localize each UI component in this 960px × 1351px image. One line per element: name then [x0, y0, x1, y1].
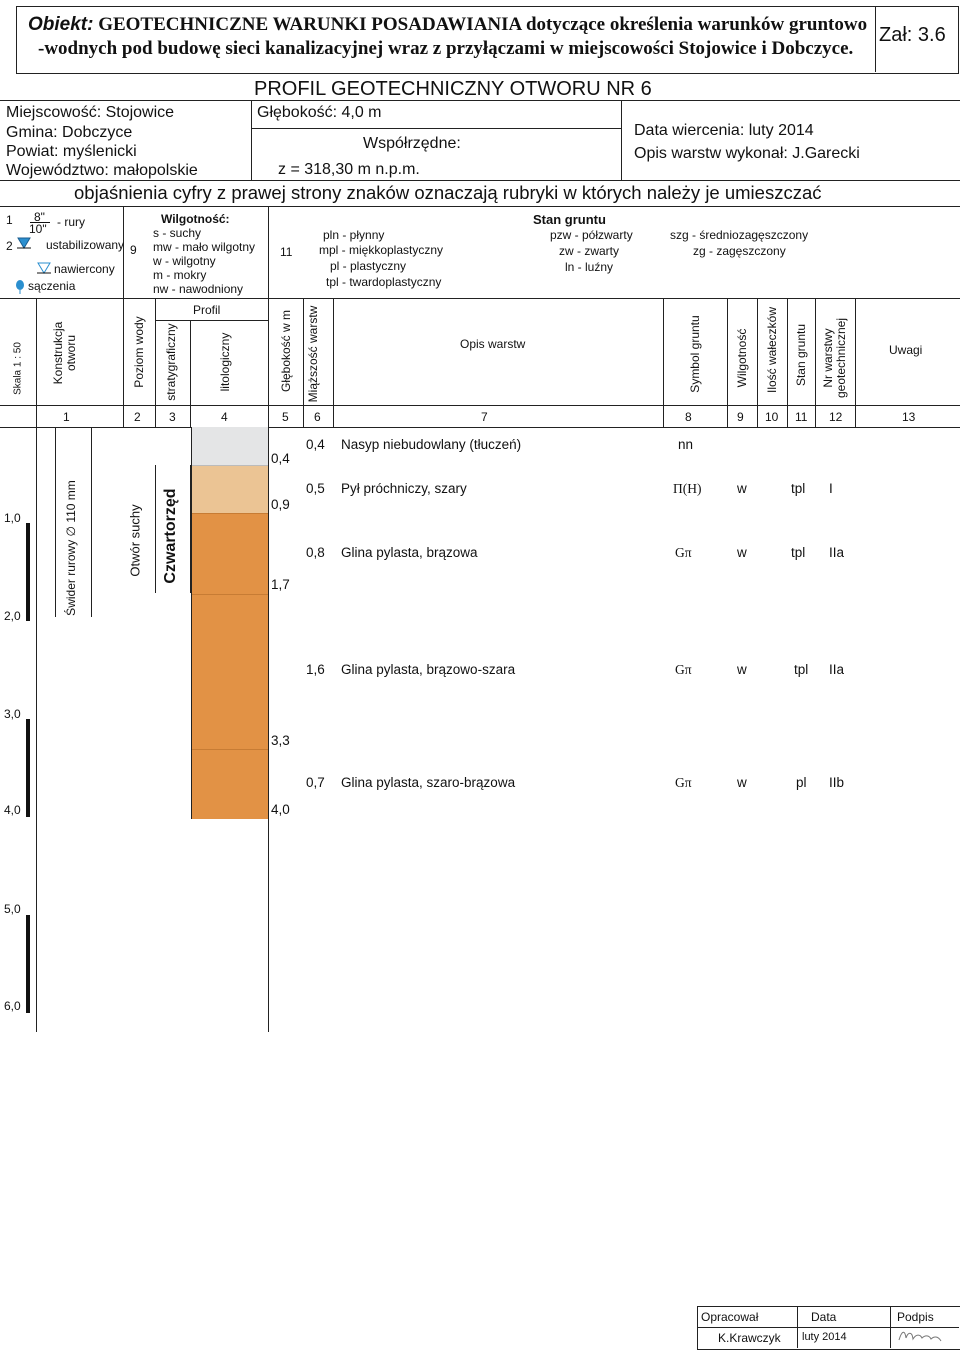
- legend-n1: 1: [6, 213, 13, 227]
- legend-wilg-3: m - mokry: [153, 268, 207, 282]
- object-text-1: GEOTECHNICZNE WARUNKI POSADAWIANIA dotyczące określenia warunków gruntowo: [93, 14, 868, 35]
- scale-tick-2: 2,0: [4, 609, 21, 623]
- layer-description: Glina pylasta, szaro-brązowa: [341, 775, 516, 790]
- location-wojewodztwo: Województwo: małopolskie: [6, 162, 198, 179]
- hcol-sep: [757, 298, 758, 427]
- hcol-sep: [155, 298, 156, 427]
- col-sep: [155, 465, 156, 593]
- layer-symbol: Gπ: [675, 545, 692, 560]
- layer-description: Nasyp niebudowlany (tłuczeń): [341, 437, 522, 452]
- legend-rury: - rury: [57, 215, 85, 229]
- drill-date: Data wiercenia: luty 2014: [634, 122, 814, 139]
- litho-fill-glina: [191, 513, 268, 819]
- col-num-11: 11: [795, 410, 808, 424]
- litho-boundary: [191, 594, 268, 595]
- layer-state: tpl: [791, 481, 806, 496]
- legend-stan-2: ln - luźny: [565, 260, 614, 274]
- litho-boundary: [191, 465, 268, 466]
- col-sep: [55, 427, 56, 617]
- layer-thickness: 0,8: [306, 545, 325, 560]
- col-miazszosc: Miąższość warstw: [306, 305, 320, 403]
- hcol-sep: [855, 298, 856, 427]
- legend-wilg-2: w - wilgotny: [153, 254, 216, 268]
- water-label: Otwór suchy: [127, 504, 143, 577]
- layer-nr: I: [829, 481, 833, 496]
- col-num-2: 2: [134, 410, 141, 424]
- legend-top-line: [0, 206, 960, 207]
- signature-image: [896, 1328, 944, 1346]
- col-stratygraficzny: stratygraficzny: [164, 323, 178, 401]
- col-profil: Profil: [193, 303, 221, 317]
- hcol-sep: [787, 298, 788, 427]
- footer-date: luty 2014: [802, 1331, 847, 1343]
- casing-label: Świder rurowy ∅ 110 mm: [64, 480, 78, 616]
- hcol-sep: [333, 298, 334, 427]
- litho-boundary: [191, 749, 268, 750]
- col-stan: Stan gruntu: [794, 323, 808, 387]
- legend-nawiercony: nawiercony: [54, 262, 115, 276]
- footer-div-2: [890, 1306, 891, 1348]
- layer-description: Pył próchniczy, szary: [341, 481, 467, 496]
- legend-cons-2: pl - plastyczny: [330, 259, 407, 273]
- col-num-7: 7: [481, 410, 488, 424]
- litho-boundary: [191, 513, 268, 514]
- legend-pipe-8: 8": [34, 210, 45, 224]
- col-konstrukcja: Konstrukcja otworu: [51, 321, 78, 385]
- scale-bar-3: [26, 915, 30, 1013]
- profile-box-mid: [251, 128, 621, 129]
- scale-tick-6: 6,0: [4, 999, 21, 1013]
- object-prefix: Obiekt:: [28, 14, 94, 35]
- layer-symbol: Gπ: [675, 775, 692, 790]
- hcol-sep: [190, 320, 191, 427]
- location-miejscowosc: Miejscowość: Stojowice: [6, 104, 175, 121]
- legend-n11: 11: [280, 245, 293, 259]
- col-opis: Opis warstw: [460, 337, 526, 351]
- layer-state: tpl: [791, 545, 806, 560]
- stabilized-water-icon: [17, 237, 31, 249]
- hcol-sep: [815, 298, 816, 427]
- legend-div-1: [123, 206, 124, 298]
- layer-symbol: nn: [678, 437, 694, 452]
- layer-thickness: 0,4: [306, 437, 325, 452]
- footer-author: K.Krawczyk: [718, 1331, 781, 1345]
- layer-moisture: w: [737, 545, 747, 560]
- profile-title: PROFIL GEOTECHNICZNY OTWORU NR 6: [254, 78, 652, 100]
- depth-mark-4: 3,3: [271, 733, 290, 748]
- col-sep: [191, 427, 192, 819]
- layer-description: Glina pylasta, brązowo-szara: [341, 662, 516, 677]
- legend-cons-0: pln - płynny: [323, 228, 385, 242]
- col-num-12: 12: [829, 410, 843, 424]
- hcol-sep: [663, 298, 664, 427]
- col-scale: Skala 1 : 50: [12, 342, 24, 395]
- col-nr-warstwy: [822, 308, 848, 408]
- legend-wilgotnosc-title: Wilgotność:: [161, 212, 230, 226]
- footer-data: Data: [811, 1310, 837, 1324]
- col-nr-warstwy-1: Nr warstwy: [821, 328, 835, 388]
- layer-thickness: 0,7: [306, 775, 325, 790]
- col-num-9: 9: [737, 410, 744, 424]
- object-line-2: -wodnych pod budowę sieci kanalizacyjnej wraz z przyłączami w miejscowości Stojowice i Dobczyce.: [38, 38, 854, 59]
- col-litologiczny: litologiczny: [218, 332, 232, 392]
- layer-nr: IIb: [829, 775, 845, 790]
- legend-dens-1: zg - zagęszczony: [693, 244, 786, 258]
- object-line-1: [28, 14, 867, 36]
- col-num-5: 5: [282, 410, 289, 424]
- column-numbers-bottom: [0, 427, 960, 428]
- col-poziom-wody: Poziom wody: [132, 316, 146, 388]
- legend-stan-0: pzw - półzwarty: [550, 228, 633, 242]
- litho-fill-fill: [191, 427, 268, 465]
- legend-saczenia: sączenia: [28, 279, 76, 293]
- litho-fill-pyl: [191, 465, 268, 513]
- profile-box-bottom: [0, 180, 960, 181]
- profile-depth: Głębokość: 4,0 m: [257, 104, 382, 121]
- profile-elevation: z = 318,30 m n.p.m.: [278, 161, 420, 178]
- layer-moisture: w: [737, 481, 747, 496]
- hcol-sep: [268, 298, 269, 427]
- scale-tick-3: 3,0: [4, 707, 21, 721]
- layer-symbol: Π(H): [673, 481, 702, 496]
- attachment-label: Zał: 3.6: [879, 24, 946, 46]
- layer-description: Glina pylasta, brązowa: [341, 545, 478, 560]
- legend-wilg-1: mw - mało wilgotny: [153, 240, 256, 254]
- depth-mark-1: 0,4: [271, 451, 290, 466]
- legend-wilg-4: nw - nawodniony: [153, 282, 244, 296]
- col-sep: [91, 427, 92, 617]
- header-divider: [875, 6, 876, 72]
- layer-symbol: Gπ: [675, 662, 692, 677]
- layer-state: pl: [796, 775, 807, 790]
- hcol-sep: [727, 298, 728, 427]
- table-top-line: [0, 298, 960, 299]
- hcol-sep: [123, 298, 124, 427]
- location-powiat: Powiat: myślenicki: [6, 143, 137, 160]
- col-uwagi: Uwagi: [889, 343, 923, 357]
- hcol-sep: [36, 298, 37, 427]
- stratigraphy-label: Czwartorzęd: [162, 488, 179, 584]
- scale-bar-2: [26, 719, 30, 817]
- depth-mark-3: 1,7: [271, 577, 290, 592]
- scale-tick-5: 5,0: [4, 902, 21, 916]
- legend-wilg-0: s - suchy: [153, 226, 202, 240]
- hcol-sep: [303, 298, 304, 427]
- footer-podpis: Podpis: [897, 1310, 934, 1324]
- col-walki: Ilość wałeczków: [765, 306, 779, 394]
- layer-nr: IIa: [829, 662, 845, 677]
- footer-div-1: [797, 1306, 798, 1348]
- legend-n2: 2: [6, 239, 13, 253]
- described-by: Opis warstw wykonał: J.Garecki: [634, 145, 860, 162]
- profile-box-right: [621, 100, 622, 180]
- profile-coordinates: Współrzędne:: [363, 135, 461, 152]
- layer-moisture: w: [737, 662, 747, 677]
- legend-title: objaśnienia cyfry z prawej strony znaków oznaczają rubryki w których należy je umieszczać: [74, 182, 822, 203]
- location-gmina: Gmina: Dobczyce: [6, 124, 133, 141]
- depth-mark-2: 0,9: [271, 497, 290, 512]
- col-num-6: 6: [314, 410, 321, 424]
- layer-moisture: w: [737, 775, 747, 790]
- layer-nr: IIa: [829, 545, 845, 560]
- col-symbol: Symbol gruntu: [688, 315, 702, 393]
- footer-opracowal: Opracował: [701, 1310, 759, 1324]
- col-num-3: 3: [169, 410, 176, 424]
- col-num-4: 4: [221, 410, 228, 424]
- scale-tick-1: 1,0: [4, 511, 21, 525]
- legend-ustabilizowany: ustabilizowany: [46, 238, 125, 252]
- scale-tick-4: 4,0: [4, 803, 21, 817]
- drilled-water-icon: [37, 262, 51, 274]
- col-num-1: 1: [63, 410, 70, 424]
- legend-cons-3: tpl - twardoplastyczny: [326, 275, 442, 289]
- legend-dens-0: szg - średniozagęszczony: [670, 228, 809, 242]
- pipe-fraction-line: [30, 222, 50, 223]
- legend-n9: 9: [130, 243, 137, 257]
- col-glebokosc: Głębokość w m: [279, 309, 293, 393]
- depth-mark-5: 4,0: [271, 802, 290, 817]
- col-nr-warstwy-2: geotechnicznej: [834, 317, 848, 399]
- col-num-10: 10: [765, 410, 779, 424]
- profile-box-left: [251, 100, 252, 180]
- col-wilgotnosc: Wilgotność: [735, 328, 749, 388]
- col-sep: [36, 427, 37, 1032]
- col-sep: [268, 427, 269, 1032]
- col-num-13: 13: [902, 410, 916, 424]
- scale-bar-1: [26, 523, 30, 621]
- layer-thickness: 1,6: [306, 662, 325, 677]
- layer-thickness: 0,5: [306, 481, 325, 496]
- col-num-8: 8: [685, 410, 692, 424]
- column-numbers-top: [0, 405, 960, 406]
- legend-pipe-10: 10": [29, 222, 47, 236]
- legend-stan-title: Stan gruntu: [533, 212, 606, 227]
- seepage-icon: [15, 279, 25, 295]
- layer-state: tpl: [794, 662, 809, 677]
- legend-div-2: [268, 206, 269, 298]
- legend-stan-1: zw - zwarty: [559, 244, 619, 258]
- legend-cons-1: mpl - miękkoplastyczny: [319, 243, 444, 257]
